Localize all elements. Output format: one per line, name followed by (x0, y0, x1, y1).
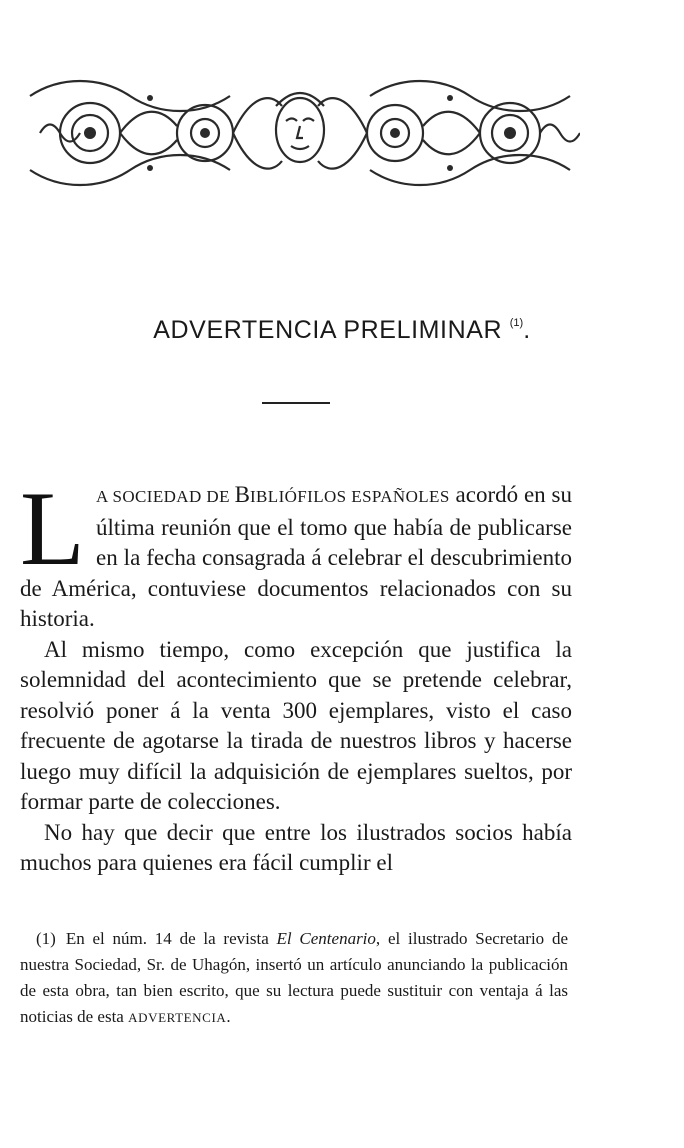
page-title: ADVERTENCIA PRELIMINAR $^{(1)}$. (153, 316, 531, 344)
paragraph-3: No hay que decir que entre los ilustrados socios había muchos para quienes era fácil cumplir el (20, 819, 572, 875)
drop-capital: L (20, 470, 85, 587)
footnote: (1) En el núm. 14 de la revista El Centenario, el ilustrado Secretario de nuestra Sociedad, Sr. de Uhagón, insertó un artículo anunciando la publicación de esta obra, tan bien escrito, que su lectura puede sustituir con ventaja á las noticias de esta ADVERTENCIA. (20, 929, 568, 1026)
journal-title: El Centenario (276, 929, 376, 948)
footnote-number: (1) (36, 929, 56, 948)
title-divider (262, 402, 330, 404)
paragraph-1: A SOCIEDAD DE BIBLIÓFILOS ESPAÑOLES acordó en su última reunión que el tomo que había de publicarse en la fecha consagrada á celebrar el descubrimiento de América, contuviese documentos relacionados con su historia. (20, 482, 572, 631)
main-text (20, 470, 572, 879)
floral-headpiece-icon (20, 66, 580, 200)
footnote-reference: (1) (509, 317, 524, 329)
paragraph-2: Al mismo tiempo, como excepción que justifica la solemnidad del acontecimiento que se pretende celebrar, resolvió poner á la venta 300 ejemplares, visto el caso frecuente de agotarse la tirada de nuestros libros y hacerse luego muy difícil la adquisición de ejemplares sueltos, por formar parte de colecciones. (20, 636, 572, 814)
